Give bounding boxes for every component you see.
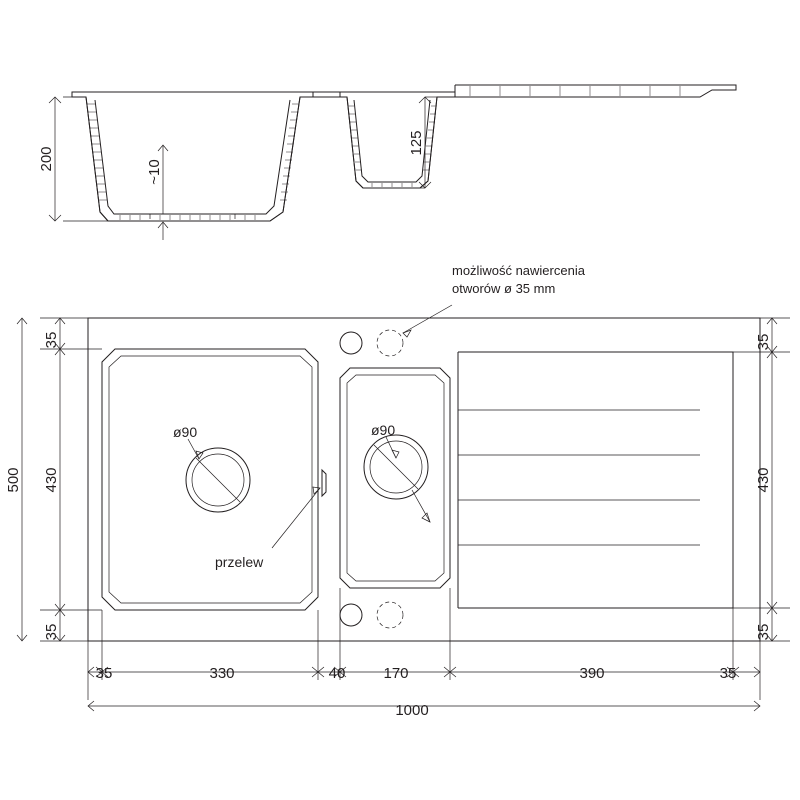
secondary-bowl-outline <box>340 368 450 588</box>
note-line-1: możliwość nawiercenia <box>452 263 585 278</box>
dim-inner-height-right: 430 <box>755 467 772 493</box>
arrow-drain-right <box>412 490 430 522</box>
dimension-thickness <box>146 145 168 240</box>
label-drain-left: ø90 <box>173 424 198 440</box>
dimension-right-vertical <box>733 318 790 641</box>
dim-depth-main: 200 <box>38 146 55 172</box>
tap-hole-top <box>340 332 362 354</box>
drainboard <box>458 352 733 608</box>
dim-total-height: 500 <box>5 467 22 493</box>
note-leader-line <box>403 305 452 337</box>
drain-right <box>364 435 428 499</box>
dim-depth-secondary: 125 <box>408 130 425 156</box>
overflow-slot <box>322 470 326 496</box>
dim-bottom-margin-right: 35 <box>755 623 772 641</box>
dim-seg-4: 170 <box>383 665 409 682</box>
label-drain-right: ø90 <box>371 422 396 438</box>
main-bowl-outline <box>102 349 318 610</box>
note-line-2: otworów ø 35 mm <box>452 281 556 296</box>
dim-top-margin-right: 35 <box>755 333 772 351</box>
dim-seg-6: 35 <box>719 665 737 682</box>
dimension-left-vertical <box>5 318 102 641</box>
leader-overflow <box>272 487 320 548</box>
dim-thickness: ~10 <box>146 159 163 185</box>
tap-hole-bottom-optional <box>377 602 403 628</box>
dim-total-width: 1000 <box>395 702 429 719</box>
label-overflow: przelew <box>215 554 264 570</box>
leader-drain-left <box>188 439 203 459</box>
drain-left <box>186 448 250 512</box>
dim-seg-5: 390 <box>579 665 605 682</box>
dim-top-margin: 35 <box>43 331 60 349</box>
dim-seg-2: 330 <box>209 665 235 682</box>
dim-inner-height-left: 430 <box>43 467 60 493</box>
dimension-depth-200 <box>38 97 108 221</box>
plan-view <box>5 263 790 719</box>
cross-section-view <box>38 85 736 240</box>
leader-drain-right <box>386 437 399 458</box>
dim-seg-3: 40 <box>328 665 346 682</box>
dim-seg-1: 35 <box>95 665 113 682</box>
tap-hole-top-optional <box>377 330 403 356</box>
dim-bottom-margin: 35 <box>43 623 60 641</box>
tap-hole-bottom <box>340 604 362 626</box>
